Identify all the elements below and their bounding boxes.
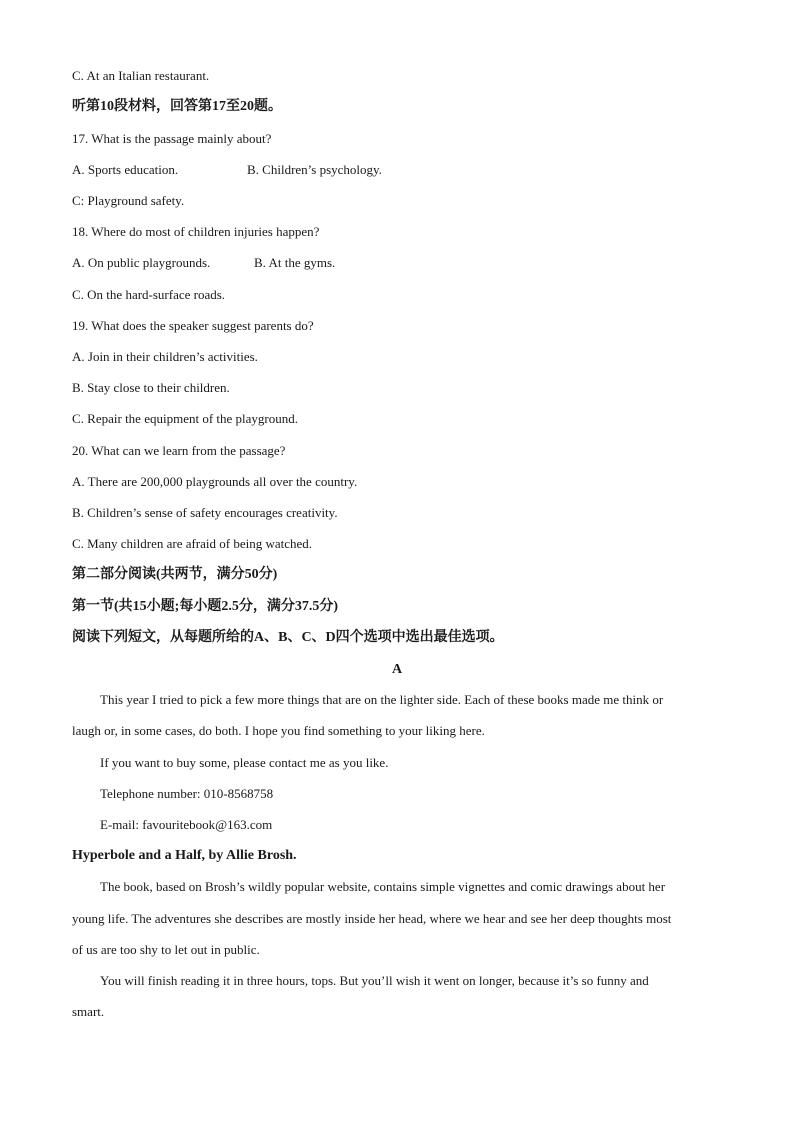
passage-label: A [391,662,403,677]
q18-options-ab [72,255,722,271]
q20-question: 20. What can we learn from the passage? [72,443,286,458]
q20-option-c: C. Many children are afraid of being watched. [72,536,313,551]
telephone-line: Telephone number: 010-8568758 [100,786,274,801]
book-paragraph-2-line-1: You will finish reading it in three hours, tops. But you’ll wish it went on longer, because it’s so funny and [100,973,649,988]
book-paragraph-1-line-3: of us are too shy to let out in public. [72,942,260,957]
q17-option-b: B. Children’s psychology. [247,162,382,177]
book-title: Hyperbole and a Half, by Allie Brosh. [72,848,297,863]
email-line: E-mail: favouritebook@163.com [100,817,273,832]
q17-option-a: A. Sports education. [72,162,179,177]
q18-option-c: C. On the hard-surface roads. [72,287,226,302]
book-paragraph-1-line-1: The book, based on Brosh’s wildly popular website, contains simple vignettes and comic drawings about her [100,879,666,894]
reading-instruction: 阅读下列短文，从每题所给的A、B、C、D四个选项中选出最佳选项。 [72,630,504,645]
q20-option-a: A. There are 200,000 playgrounds all over the country. [72,474,358,489]
intro-line-1: This year I tried to pick a few more things that are on the lighter side. Each of these books made me think or [100,692,664,707]
q19-option-a: A. Join in their children’s activities. [72,349,258,364]
q17-options-ab [72,162,722,178]
section1-heading: 第一节(共15小题;每小题2.5分，满分37.5分) [72,599,338,614]
intro-line-2: laugh or, in some cases, do both. I hope you find something to your liking here. [72,723,485,738]
q18-option-b: B. At the gyms. [254,255,336,270]
q16-option-c: C. At an Italian restaurant. [72,68,210,83]
q19-question: 19. What does the speaker suggest parents do? [72,318,314,333]
q18-question: 18. Where do most of children injuries happen? [72,224,320,239]
q17-question: 17. What is the passage mainly about? [72,131,272,146]
part2-heading: 第二部分阅读(共两节，满分50分) [72,567,278,582]
q20-option-b: B. Children’s sense of safety encourages creativity. [72,505,338,520]
contact-line: If you want to buy some, please contact me as you like. [100,755,389,770]
q19-option-c: C. Repair the equipment of the playground. [72,411,299,426]
q19-option-b: B. Stay close to their children. [72,380,230,395]
section10-heading: 听第10段材料，回答第17至20题。 [72,99,282,114]
q18-option-a: A. On public playgrounds. [72,255,211,270]
book-paragraph-2-line-2: smart. [72,1004,105,1019]
q17-option-c: C: Playground safety. [72,193,185,208]
book-paragraph-1-line-2: young life. The adventures she describes are mostly inside her head, where we hear and see her deep thoughts most [72,911,672,926]
